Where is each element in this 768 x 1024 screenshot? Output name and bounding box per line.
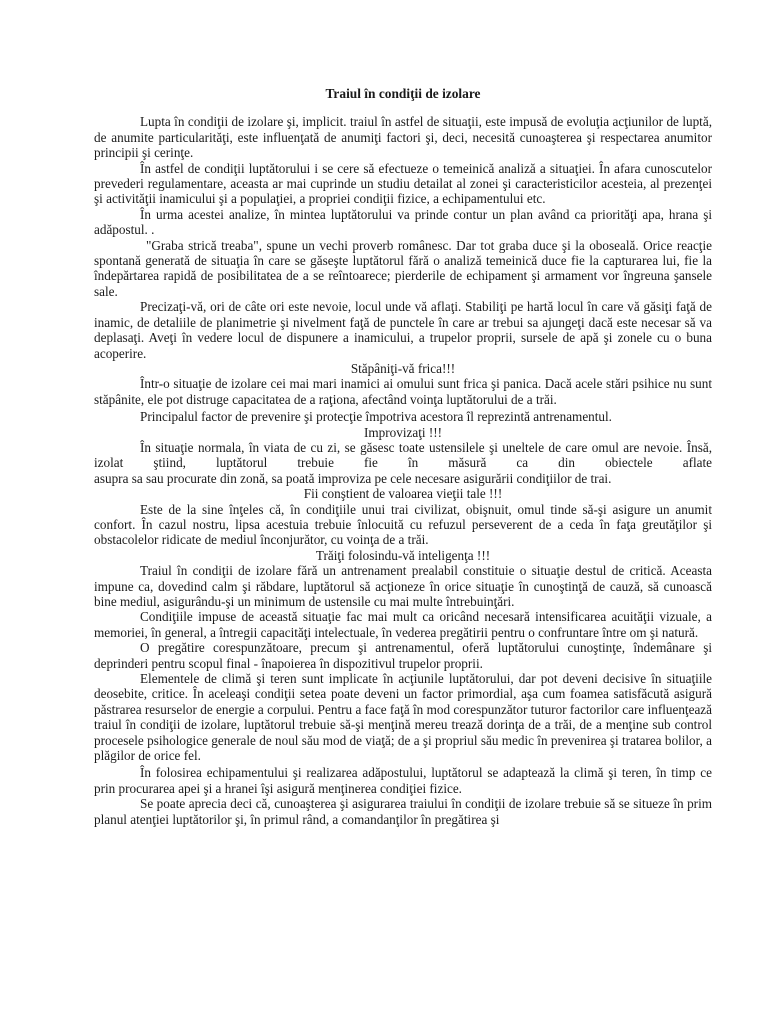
- paragraph-location: Precizaţi-vă, ori de câte ori este nevoie, locul unde vă aflaţi. Stabiliţi pe hartă locul în care vă găsiţi faţă de inamic, de detaliile de planimetrie şi nivelment faţă de punctele în care ar trebui sa ajungeţi dacă este necesar să va deplasaţi. Aveţi în vedere locul de dispunere a inamicului, a trupelor proprii, sursele de apă şi zonele cu o buna acoperire.: [94, 299, 712, 361]
- paragraph-plan: În urma acestei analize, în mintea luptătorului va prinde contur un plan având ca priorităţi apa, hrana şi adăpostul. .: [94, 206, 712, 238]
- heading-improvise: Improvizaţi !!!: [364, 424, 442, 440]
- paragraph-equipment: În folosirea echipamentului şi realizarea adăpostului, luptătorul se adaptează la climă şi teren, în timp ce prin procurarea apei şi a hranei îşi asigură menţinerea condiţiei fizice.: [94, 765, 712, 796]
- paragraph-training: Principalul factor de prevenire şi protecţie împotriva acestora îl reprezintă antrenamentul.: [140, 409, 612, 425]
- heading-fear: Stăpâniţi-vă frica!!!: [350, 360, 456, 376]
- paragraph-proverb: "Graba strică treaba", spune un vechi proverb românesc. Dar tot graba duce şi la oboseală. Orice reacţie spontană generată de situaţia în care se găseşte luptătorul fără o analiză temeinică duce fie la capturarea lui, fie la îndepărtarea rapidă de posibilitatea de a se reîntoarece; pierderile de echipament şi armament vor îngreuna şansele sale.: [94, 237, 712, 299]
- paragraph-critical: Traiul în condiţii de izolare fără un antrenament prealabil constituie o situaţie destul de critică. Aceasta impune ca, dovedind calm şi răbdare, luptătorul să acţioneze în orice situaţie în cunoştinţă de cauză, să cunoască bine mediul, asigurându-şi un minimum de ustensile cu mai multe întrebuinţări.: [94, 563, 712, 609]
- document-page: [94, 80, 712, 827]
- heading-life-value: Fii conştient de valoarea vieţii tale !!!: [303, 486, 503, 502]
- paragraph-improvise-continued: asupra sa sau procurate din zonă, sa poată improviza pe cele necesare asigurării condiţiilor de trai.: [94, 470, 612, 486]
- heading-intelligence: Trăiţi folosindu-vă inteligenţa !!!: [315, 547, 491, 563]
- paragraph-preparation: O pregătire corespunzătoare, precum şi antrenamentul, oferă luptătorului cunoştinţe, îndemânare şi deprinderi pentru scopul final - înapoierea în dispozitivul trupelor proprii.: [94, 640, 712, 671]
- paragraph-conclusion: Se poate aprecia deci că, cunoaşterea şi asigurarea traiului în condiţii de izolare trebuie să se situeze în prim planul atenţiei luptătorilor şi, în primul rând, a comandanţilor în pregătirea şi: [94, 796, 712, 827]
- paragraph-climate: Elementele de climă şi teren sunt implicate în acţiunile luptătorului, dar pot deveni decisive în situaţiile deosebite, critice. În aceleaşi condiţii setea poate deveni un factor primordial, aşa cum foamea satisfăcută asigură păstrarea resurselor de energie a corpului. Pentru a face faţă în mod corespunzător tuturor factorilor care influenţează traiul în condiţii de izolare, luptătorul trebuie să-şi menţină mereu trează dorinţa de a trăi, de a menţine sub control procesele psihologice generale de noul său mod de viaţă; de a şi propriul său medic în prevenirea şi tratarea bolilor, a plăgilor de orice fel.: [94, 671, 712, 764]
- paragraph-intro: Lupta în condiţii de izolare şi, implicit. traiul în astfel de situaţii, este impusă de evoluţia acţiunilor de luptă, de anumite particularităţi, este influenţată de anumiţi factori şi, deci, necesită cunoaşterea şi respectarea anumitor principii şi cerinţe.: [94, 114, 712, 161]
- paragraph-analysis: În astfel de condiţii luptătorului i se cere să efectueze o temeinică analiză a situaţiei. În afara cunoscutelor prevederi regulamentare, aceasta ar mai cuprinde un studiu detailat al zonei şi caracteristicilor acesteia, al prezenţei şi activităţii inamicului şi a populaţiei, a propriei condiţii fizice, a echipamentului etc.: [94, 160, 712, 207]
- paragraph-improvise: În situaţie normala, în viata de cu zi, se găsesc toate ustensilele şi uneltele de care omul are nevoie. Însă, izolat ştiind, luptătorul trebuie fie în măsură ca din obiectele aflate: [94, 439, 712, 471]
- paragraph-acuity: Condiţiile impuse de această situaţie fac mai mult ca oricând necesară intensificarea acuităţii vizuale, a memoriei, în general, a întregii capacităţi intelectuale, în vederea pregătirii pentru o confruntare între om şi natură.: [94, 609, 712, 640]
- paragraph-fear: Într-o situaţie de izolare cei mai mari inamici ai omului sunt frica şi panica. Dacă acele stări psihice nu sunt stăpânite, ele pot distruge capacitatea de a raţiona, afectând voinţa luptătorului de a trăi.: [94, 376, 712, 407]
- document-title: Traiul în condiţii de izolare: [325, 86, 481, 101]
- paragraph-comfort: Este de la sine înţeles că, în condiţiile unui trai civilizat, obişnuit, omul tinde să-şi asigure un anumit confort. În cazul nostru, lipsa acestuia trebuie înlocuită cu refuzul perseverent de a ceda în faţa greutăţilor şi obstacolelor ridicate de mediul înconjurător, cu voinţa de a trăi.: [94, 501, 712, 548]
